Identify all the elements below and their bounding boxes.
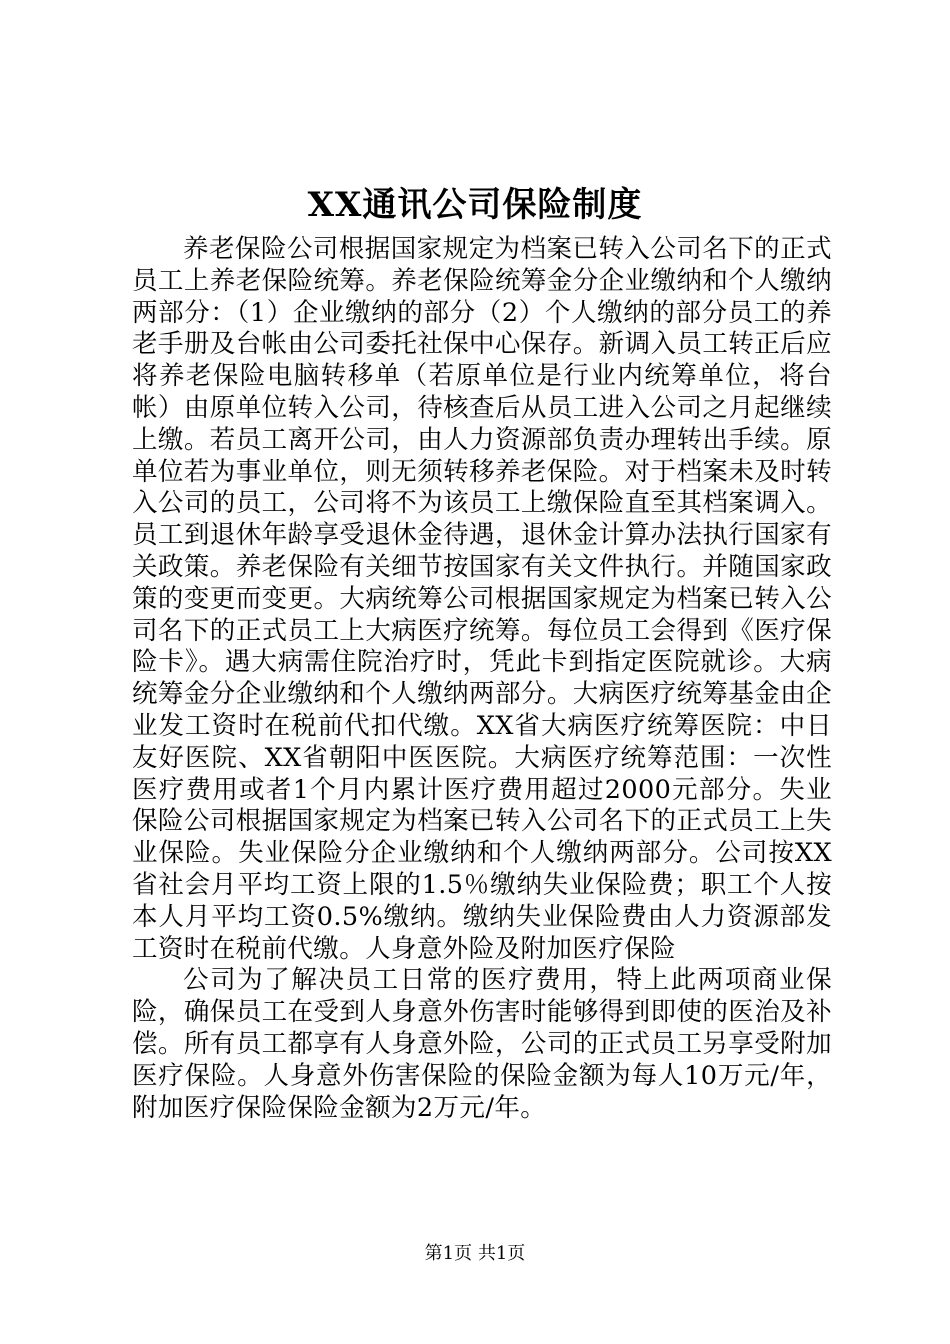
paragraph-2: 公司为了解决员工日常的医疗费用，特上此两项商业保险，确保员工在受到人身意外伤害时能够得到即使的医治及补偿。所有员工都享有人身意外险，公司的正式员工另享受附加医疗保险。人身意外伤害保险的保险金额为每人10万元/年，附加医疗保险保险金额为2万元/年。 [132,965,832,1123]
document-body [132,234,832,1124]
document-title: XX通讯公司保险制度 [307,185,643,225]
paragraph-1: 养老保险公司根据国家规定为档案已转入公司名下的正式员工上养老保险统筹。养老保险统筹金分企业缴纳和个人缴纳两部分：（1）企业缴纳的部分（2）个人缴纳的部分员工的养老手册及台帐由公司委托社保中心保存。新调入员工转正后应将养老保险电脑转移单（若原单位是行业内统筹单位，将台帐）由原单位转入公司，待核查后从员工进入公司之月起继续上缴。若员工离开公司，由人力资源部负责办理转出手续。原单位若为事业单位，则无须转移养老保险。对于档案未及时转入公司的员工，公司将不为该员工上缴保险直至其档案调入。员工到退休年龄享受退休金待遇，退休金计算办法执行国家有关政策。养老保险有关细节按国家有关文件执行。并随国家政策的变更而变更。大病统筹公司根据国家规定为档案已转入公司名下的正式员工上大病医疗统筹。每位员工会得到《医疗保险卡》。遇大病需住院治疗时，凭此卡到指定医院就诊。大病统筹金分企业缴纳和个人缴纳两部分。大病医疗统筹基金由企业发工资时在税前代扣代缴。XX省大病医疗统筹医院：中日友好医院、XX省朝阳中医医院。大病医疗统筹范围：一次性医疗费用或者1个月内累计医疗费用超过2000元部分。失业保险公司根据国家规定为档案已转入公司名下的正式员工上失业保险。失业保险分企业缴纳和个人缴纳两部分。公司按XX省社会月平均工资上限的1.5％缴纳失业保险费；职工个人按本人月平均工资0.5%缴纳。缴纳失业保险费由人力资源部发工资时在税前代缴。人身意外险及附加医疗保险 [132,234,832,964]
page-footer: 第1页 共1页 [424,1243,526,1264]
